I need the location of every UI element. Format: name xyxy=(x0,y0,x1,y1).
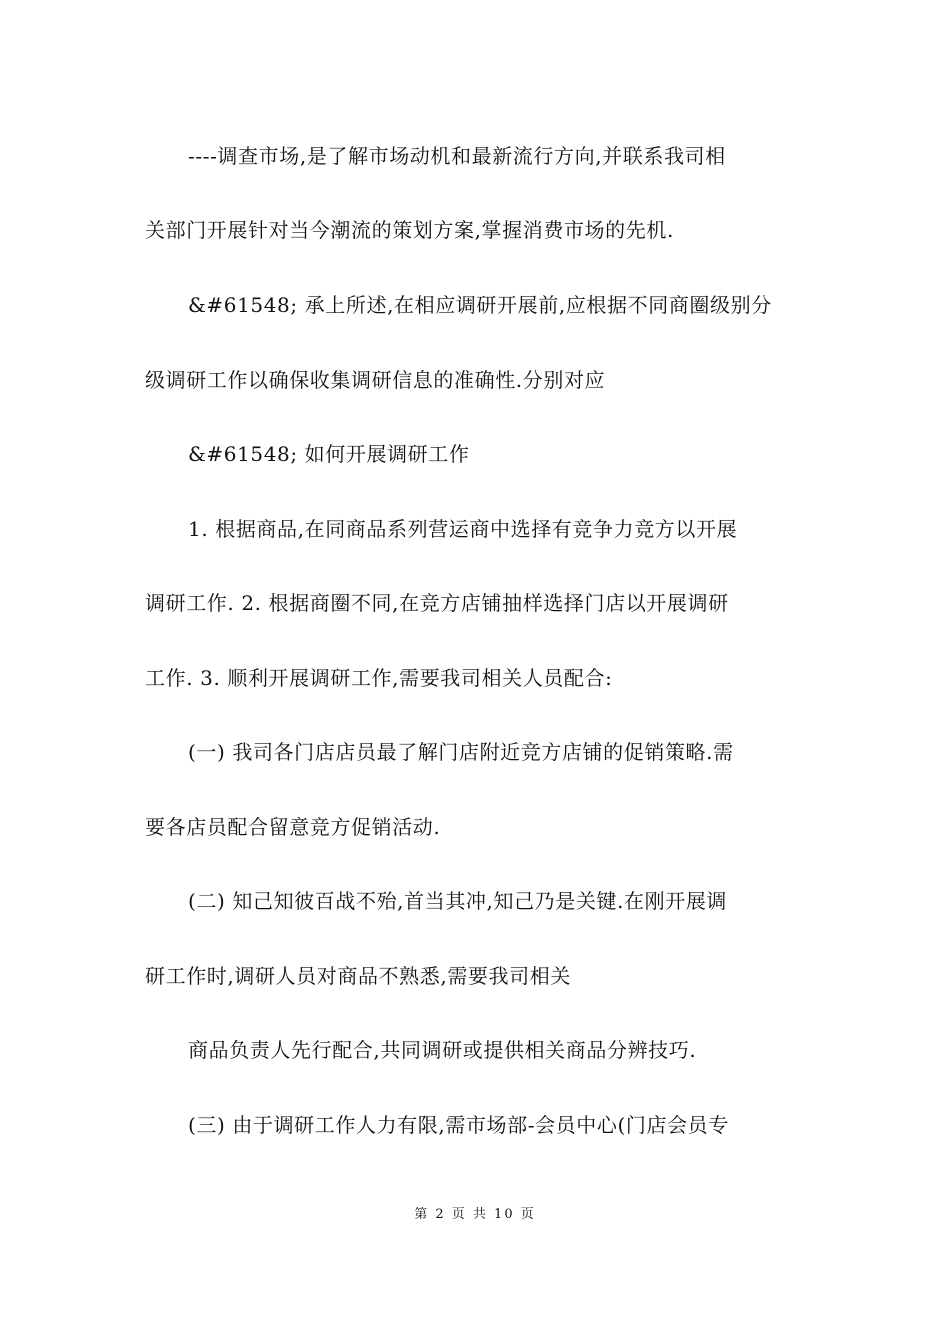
paragraph-line-8: 工作. 3. 顺利开展调研工作,需要我司相关人员配合: xyxy=(145,666,613,690)
page-number-footer: 第 2 页 共 10 页 xyxy=(414,1207,536,1222)
paragraph-line-1: ----调查市场,是了解市场动机和最新流行方向,并联系我司相 xyxy=(188,144,726,168)
paragraph-line-14: (三) 由于调研工作人力有限,需市场部-会员中心(门店会员专 xyxy=(188,1113,729,1137)
paragraph-line-4: 级调研工作以确保收集调研信息的准确性.分别对应 xyxy=(145,368,606,392)
paragraph-line-13: 商品负责人先行配合,共同调研或提供相关商品分辨技巧. xyxy=(188,1038,697,1062)
paragraph-line-6: 1. 根据商品,在同商品系列营运商中选择有竞争力竞方以开展 xyxy=(188,517,738,541)
paragraph-line-10: 要各店员配合留意竞方促销活动. xyxy=(145,815,441,839)
paragraph-line-3: &#61548; 承上所述,在相应调研开展前,应根据不同商圈级别分 xyxy=(188,293,772,317)
paragraph-line-9: (一) 我司各门店店员最了解门店附近竞方店铺的促销策略.需 xyxy=(188,740,734,764)
paragraph-line-12: 研工作时,调研人员对商品不熟悉,需要我司相关 xyxy=(145,964,571,988)
paragraph-line-7: 调研工作. 2. 根据商圈不同,在竞方店铺抽样选择门店以开展调研 xyxy=(145,591,729,615)
paragraph-line-11: (二) 知己知彼百战不殆,首当其冲,知己乃是关键.在刚开展调 xyxy=(188,889,728,913)
section-heading-line: &#61548; 如何开展调研工作 xyxy=(188,442,470,466)
paragraph-line-2: 关部门开展针对当今潮流的策划方案,掌握消费市场的先机. xyxy=(145,218,674,242)
